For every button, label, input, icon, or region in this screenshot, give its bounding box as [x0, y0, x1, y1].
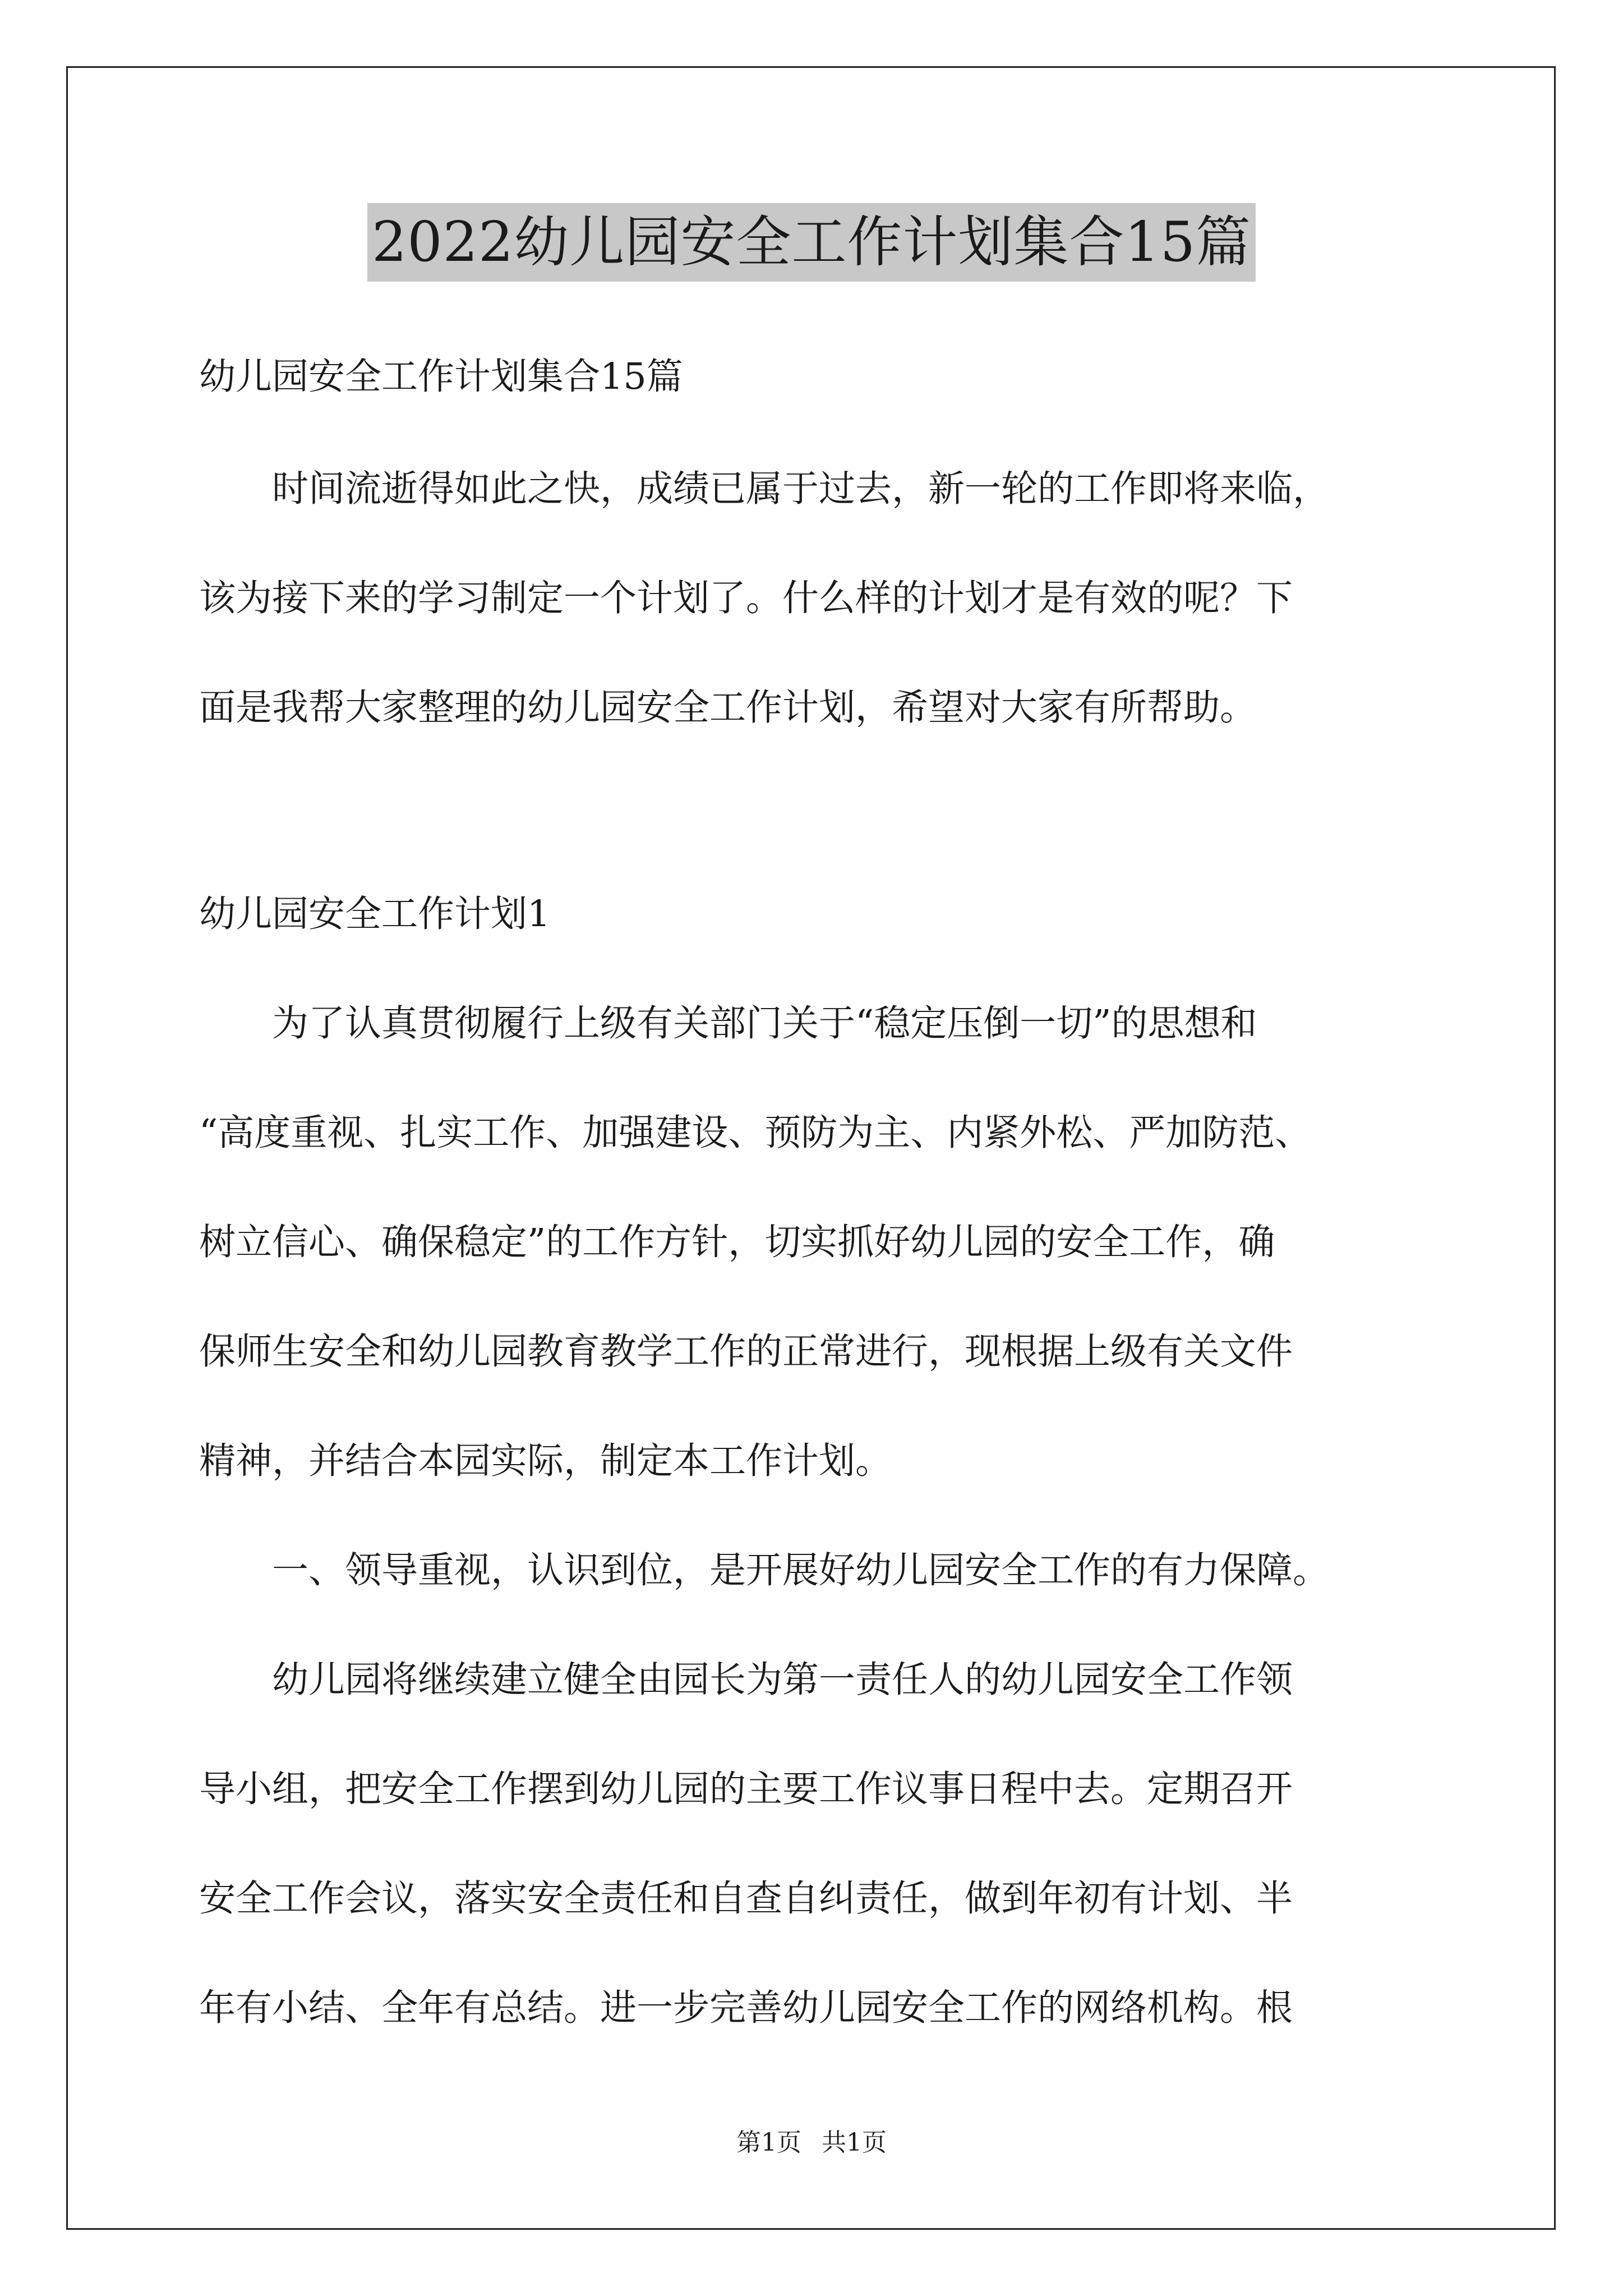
- text-line: “高度重视、扎实工作、加强建设、预防为主、内紧外松、严加防范、: [199, 1112, 1312, 1154]
- text-line: 精神，并结合本园实际，制定本工作计划。: [199, 1440, 892, 1482]
- page-number: 第1页: [736, 2128, 801, 2157]
- text-line: 为了认真贯彻履行上级有关部门关于“稳定压倒一切”的思想和: [199, 1002, 1257, 1045]
- document-title: 2022幼儿园安全工作计划集合15篇: [367, 203, 1256, 282]
- text-line: 时间流逝得如此之快，成绩已属于过去，新一轮的工作即将来临，: [199, 468, 1330, 510]
- text-line: 年有小结、全年有总结。进一步完善幼儿园安全工作的网络机构。根: [199, 1987, 1293, 2029]
- text-line: 导小组，把安全工作摆到幼儿园的主要工作议事日程中去。定期召开: [199, 1768, 1293, 1810]
- page-footer: [0, 2127, 1623, 2159]
- section-heading: 幼儿园安全工作计划1: [199, 893, 551, 935]
- text-line: 树立信心、确保稳定”的工作方针，切实抓好幼儿园的安全工作，确: [199, 1221, 1275, 1263]
- subtitle-line: 幼儿园安全工作计划集合15篇: [199, 356, 683, 398]
- title-container: [0, 203, 1623, 282]
- text-line: 面是我帮大家整理的幼儿园安全工作计划，希望对大家有所帮助。: [199, 687, 1257, 729]
- page-total: 共1页: [822, 2128, 887, 2157]
- text-line: 幼儿园将继续建立健全由园长为第一责任人的幼儿园安全工作领: [199, 1659, 1293, 1701]
- text-line: 该为接下来的学习制定一个计划了。什么样的计划才是有效的呢？下: [199, 577, 1293, 619]
- text-line: 安全工作会议，落实安全责任和自查自纠责任，做到年初有计划、半: [199, 1878, 1293, 1920]
- text-line: 保师生安全和幼儿园教育教学工作的正常进行，现根据上级有关文件: [199, 1331, 1293, 1373]
- text-line: 一、领导重视，认识到位，是开展好幼儿园安全工作的有力保障。: [199, 1549, 1330, 1591]
